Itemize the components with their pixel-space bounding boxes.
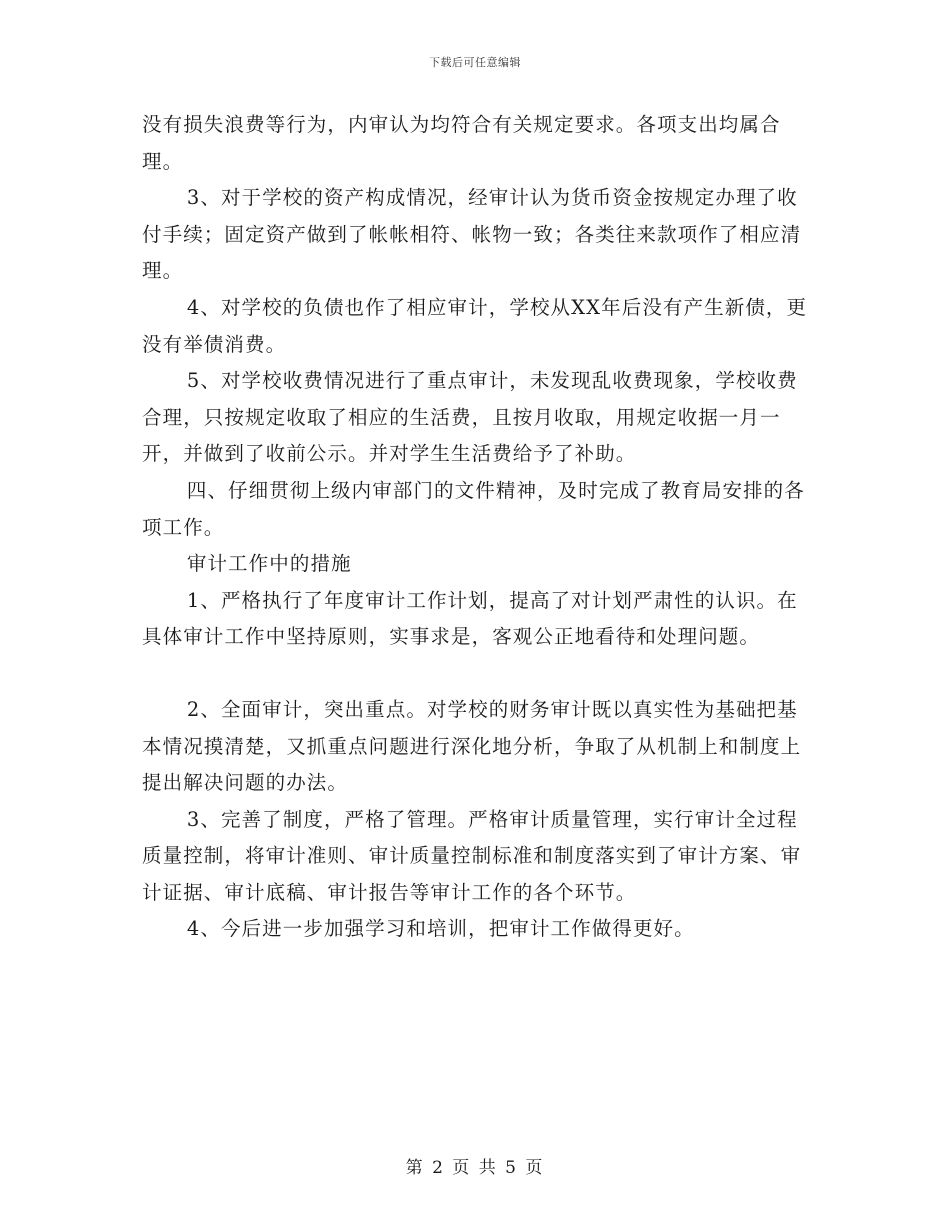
paragraph-measure-2: 2、全面审计，突出重点。对学校的财务审计既以真实性为基础把基本情况摸清楚，又抓重点问题进行深化地分析，争取了从机制上和制度上提出解决问题的办法。 <box>142 697 802 795</box>
page-number-footer: 第 2 页 共 5 页 <box>405 1158 545 1178</box>
paragraph-measure-1: 1、严格执行了年度审计工作计划，提高了对计划严肃性的认识。在具体审计工作中坚持原则，实事求是，客观公正地看待和处理问题。 <box>142 588 798 649</box>
section-heading-measures: 审计工作中的措施 <box>186 552 352 576</box>
paragraph-section-four: 四、仔细贯彻上级内审部门的文件精神，及时完成了教育局安排的各项工作。 <box>142 478 805 539</box>
paragraph-assets: 3、对于学校的资产构成情况，经审计认为货币资金按规定办理了收付手续；固定资产做到了帐帐相符、帐物一致；各类往来款项作了相应清理。 <box>142 186 802 283</box>
paragraph-measure-3: 3、完善了制度，严格了管理。严格审计质量管理，实行审计全过程质量控制，将审计准则、审计质量控制标准和制度落实到了审计方案、审计证据、审计底稿、审计报告等审计工作的各个环节。 <box>142 807 802 904</box>
paragraph-spacer <box>142 656 810 692</box>
paragraph-continuation: 没有损失浪费等行为，内审认为均符合有关规定要求。各项支出均属合理。 <box>142 113 781 173</box>
paragraph-measure-4: 4、今后进一步加强学习和培训，把审计工作做得更好。 <box>186 917 695 941</box>
page-header-note: 下载后可任意编辑 <box>429 56 521 69</box>
document-body <box>142 107 810 948</box>
paragraph-liabilities: 4、对学校的负债也作了相应审计，学校从XX年后没有产生新债，更没有举债消费。 <box>142 295 808 356</box>
paragraph-fees: 5、对学校收费情况进行了重点审计，未发现乱收费现象，学校收费合理，只按规定收取了相应的生活费，且按月收取，用规定收据一月一开，并做到了收前公示。并对学生生活费给予了补助。 <box>142 369 798 466</box>
